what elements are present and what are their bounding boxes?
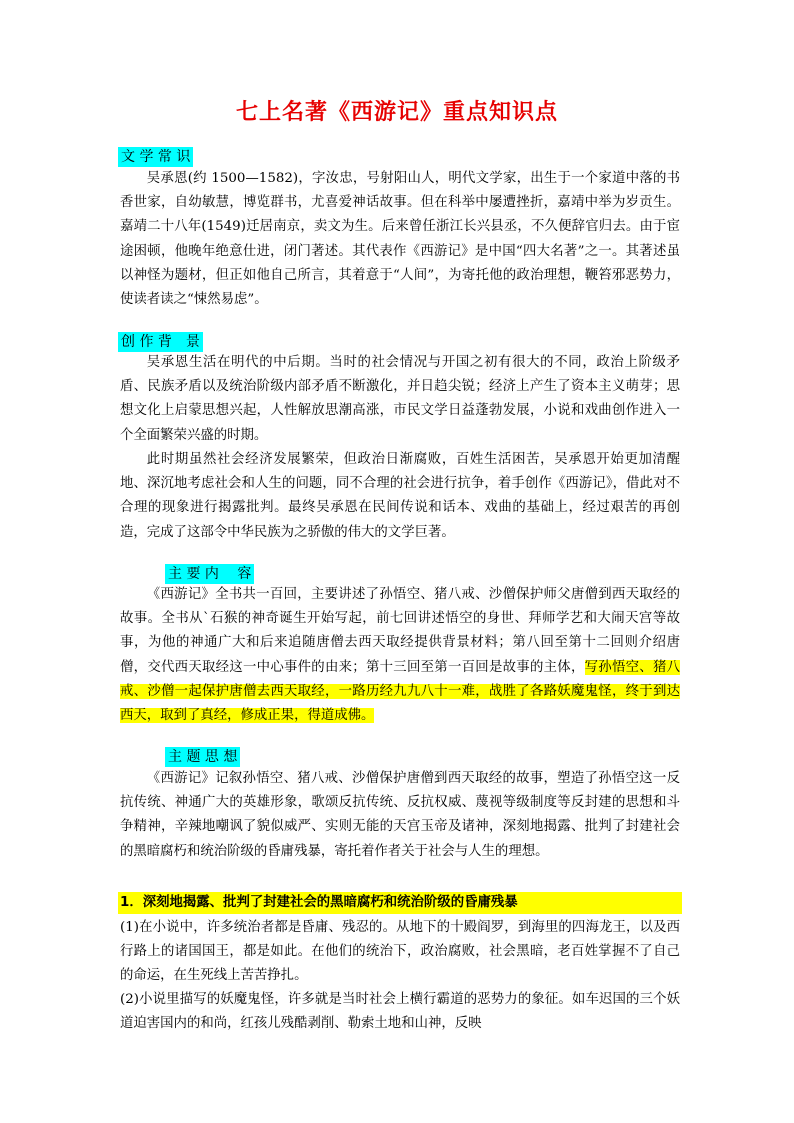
section-heading-1: 1．深刻地揭露、批判了封建社会的黑暗腐朽和统治阶级的昏庸残暴: [118, 892, 682, 914]
paragraph-background-1: 吴承恩生活在明代的中后期。当时的社会情况与开国之初有很大的不同，政治上阶级矛盾、民族矛盾以及统治阶级内部矛盾不断激化，并日趋尖锐；经济上产生了资本主义萌芽；思想文化上启蒙思想兴起，人性解放思潮高涨，市民文学日益蓬勃发展，小说和戏曲创作进入一个全面繁荣兴盛的时期。: [120, 355, 680, 443]
heading-literature: 文 学 常 识: [118, 147, 193, 167]
paragraph-background-2: 此时期虽然社会经济发展繁荣，但政治日渐腐败，百姓生活困苦，吴承恩开始更加清醒地、深沉地考虑社会和人生的问题，同不合理的社会进行抗争，着手创作《西游记》，借此对不合理的现象进行揭露批判。最终吴承恩在民间传说和话本、戏曲的基础上，经过艰苦的再创造，完成了这部令中华民族为之骄傲的伟大的文学巨著。: [120, 452, 680, 540]
heading-background: 创 作 背 景: [118, 332, 203, 352]
paragraph-content: [120, 583, 680, 728]
paragraph-section1-item2: (2)小说里描写的妖魔鬼怪，许多就是当时社会上横行霸道的恶势力的象征。如车迟国的三个妖道迫害国内的和尚，红孩儿残酷剥削、勒索土地和山神，反映: [120, 992, 680, 1032]
paragraph-theme: 《西游记》记叙孙悟空、猪八戒、沙僧保护唐僧到西天取经的故事，塑造了孙悟空这一反抗传统、神通广大的英雄形象，歌颂反抗传统、反抗权威、蔑视等级制度等反封建的思想和斗争精神，辛辣地嘲讽了貌似威严、实则无能的天宫玉帝及诸神，深刻地揭露、批判了封建社会的黑暗腐朽和统治阶级的昏庸残暴，寄托着作者关于社会与人生的理想。: [120, 771, 680, 859]
content-text: 《西游记》全书共一百回，主要讲述了孙悟空、猪八戒、沙僧保护师父唐僧到西天取经的故事。全书从`石猴的神奇诞生开始写起，前七回讲述悟空的身世、拜师学艺和大闹天宫等故事，为他的神通广大和后来追随唐僧去西天取经提供背景材料；第八回至第十二回则介绍唐僧，交代西天取经这一中心事件的由来；第十三回至第一百回是故事的主体，: [120, 587, 680, 675]
content-highlight: 写孙悟空、猪八戒、沙僧一起保护唐僧去西天取经，一路历经九九八十一难，战胜了各路妖魔鬼怪，终于到达西天，取到了真经，修成正果，得道成佛。: [120, 659, 681, 724]
paragraph-literature: 吴承恩(约 1500—1582)，字汝忠，号射阳山人，明代文学家，出生于一个家道中落的书香世家，自幼敏慧，博览群书，尤喜爱神话故事。但在科举中屡遭挫折，嘉靖中举为岁贡生。嘉靖二十八年(1549)迁居南京，卖文为生。后来曾任浙江长兴县丞，不久便辞官归去。由于宦途困顿，他晚年绝意仕进，闭门著述。其代表作《西游记》是中国“四大名著”之一。其著述虽以神怪为题材，但正如他自己所言，其着意于“人间”，为寄托他的政治理想，鞭笞邪恶势力，使读者读之“悚然易虑”。: [120, 171, 680, 308]
heading-theme: 主 题 思 想: [165, 747, 240, 767]
paragraph-section1-item1: (1)在小说中，许多统治者都是昏庸、残忍的。从地下的十殿阎罗，到海里的四海龙王，以及西行路上的诸国国王，都是如此。在他们的统治下，政治腐败，社会黑暗，老百姓掌握不了自己的命运，在生死线上苦苦挣扎。: [120, 920, 680, 984]
heading-content: 主 要 内 容: [165, 564, 254, 584]
page-title: 七上名著《西游记》重点知识点: [235, 100, 558, 125]
